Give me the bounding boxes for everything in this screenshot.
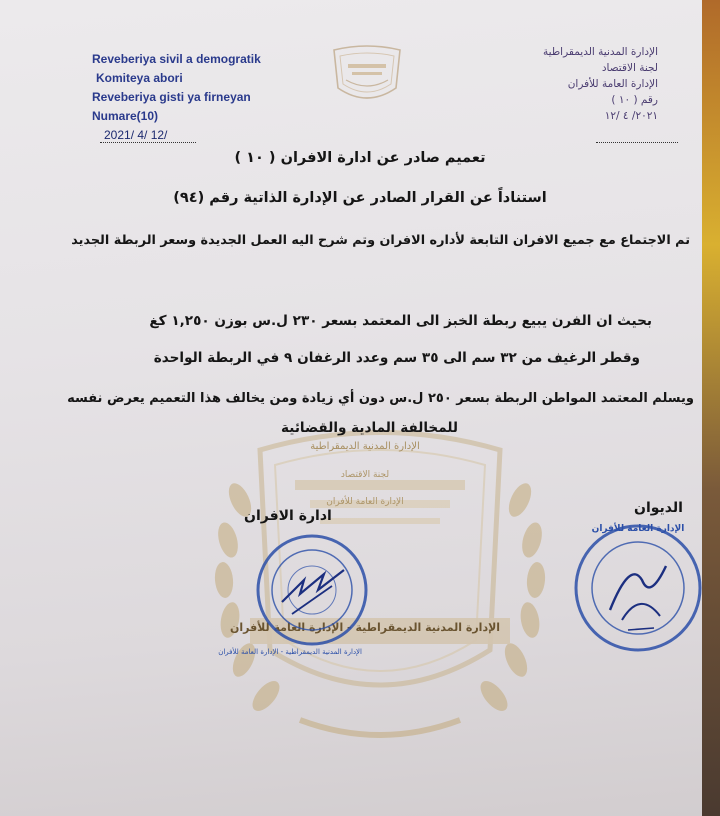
header-right-line: رقم ( ١٠ )	[611, 94, 658, 106]
price-line: بحيث ان الفرن يبيع ربطة الخبز الى المعتمد بسعر ٢٣٠ ل.س بوزن ١,٢٥٠ كغ	[149, 313, 652, 329]
header-left-line: Numare(10)	[92, 109, 159, 123]
reference-line: استناداً عن القرار الصادر عن الإدارة الذاتية رقم (٩٤)	[173, 190, 547, 206]
official-stamp-left-icon	[252, 530, 372, 650]
citizen-price-line: ويسلم المعتمد المواطن الربطة بسعر ٢٥٠ ل.س دون أي زيادة ومن يخالف هذا التعميم يعرض نفسه	[67, 391, 694, 406]
header-right-date: ٢٠٢١/ ٤ /١٢	[604, 110, 658, 122]
stamp-right-ring-text: الإدارة العامة للأفران	[591, 524, 685, 534]
official-stamp-right-icon	[570, 520, 706, 656]
header-divider-left	[100, 142, 196, 143]
signature-label-diwan: الديوان	[634, 500, 683, 516]
emblem-logo-icon	[326, 40, 408, 110]
header-divider-right	[596, 142, 678, 143]
header-right-line: الإدارة المدنية الديمقراطية	[543, 46, 658, 58]
header-right-line: لجنة الاقتصاد	[601, 62, 658, 74]
header-right-line: الإدارة العامة للأفران	[567, 78, 658, 90]
header-right-block	[478, 44, 658, 124]
meeting-line: تم الاجتماع مع جميع الافران التابعة لأداره الافران وتم شرح اليه العمل الجديدة وسعر الربطة الجديد	[71, 233, 690, 248]
header-left-date: 2021/ 4/ 12/	[104, 128, 168, 142]
document-title: تعميم صادر عن ادارة الافران ( ١٠ )	[234, 150, 486, 166]
watermark-line: الإدارة المدنية الديمقراطية	[310, 441, 420, 452]
penalty-line: للمخالفة المادية والقضائية	[281, 420, 458, 436]
header-left-line: Reveberiya gisti ya firneyan	[92, 90, 251, 104]
header-left-block	[92, 50, 282, 145]
loaf-size-line: وقطر الرغيف من ٣٢ سم الى ٣٥ سم وعدد الرغفان ٩ في الربطة الواحدة	[153, 350, 640, 366]
header-left-line: Komiteya abori	[96, 71, 183, 85]
watermark-banner: الإدارة المدنية الديمقراطية - الإدارة العامة للأفران	[229, 621, 501, 634]
watermark-line: الإدارة العامة للأفران	[326, 497, 404, 507]
signature-label-bakeries: ادارة الافران	[244, 508, 332, 524]
watermark-line: لجنة الاقتصاد	[340, 470, 390, 480]
stamp-left-ring-text: الإدارة المدنية الديمقراطية - الإدارة العامة للأفران	[218, 648, 362, 656]
header-left-line: Reveberiya sivil a demogratik	[92, 52, 261, 66]
background-edge	[702, 0, 720, 816]
